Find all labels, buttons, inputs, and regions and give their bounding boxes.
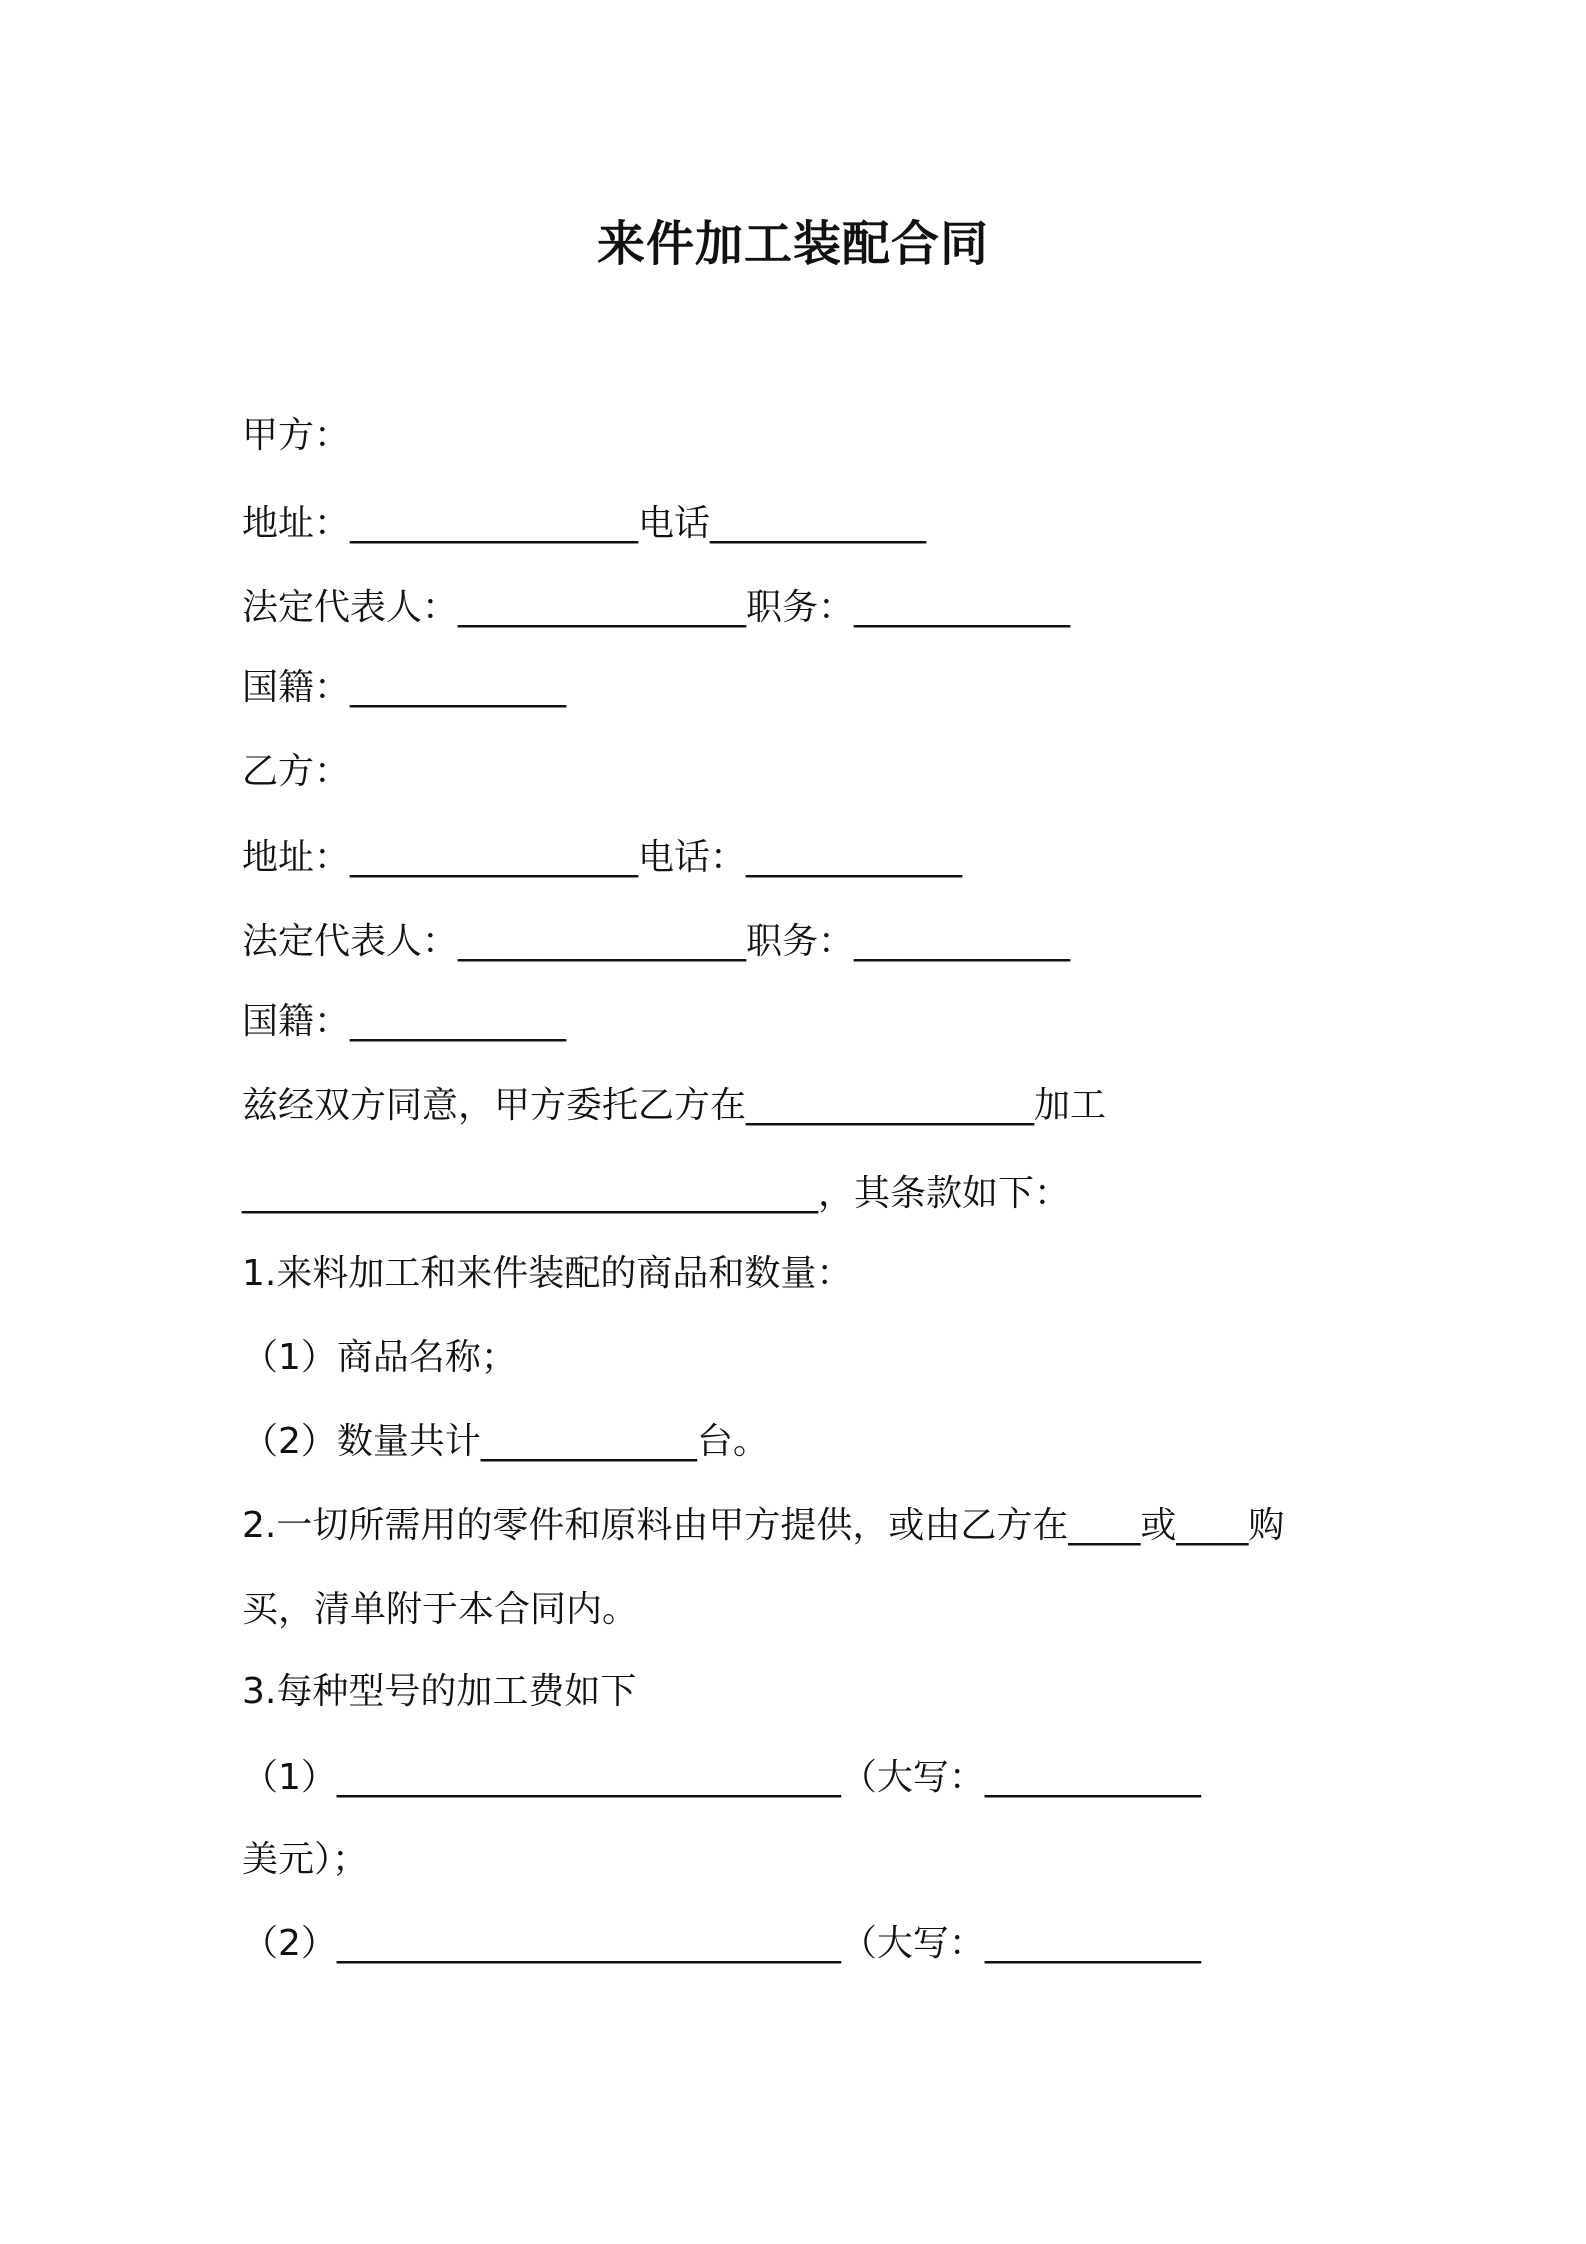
party-a-nationality: 国籍：____________ [242, 667, 567, 708]
agreement-intro-line-2: ________________________________，其条款如下： [242, 1173, 1071, 1214]
party-a-representative-position: 法定代表人：________________职务：____________ [242, 587, 1071, 628]
clause-3-item-1-currency: 美元）； [242, 1839, 369, 1880]
clause-3-heading: 3.每种型号的加工费如下 [242, 1671, 637, 1712]
party-b-address-phone: 地址：________________电话：____________ [242, 837, 963, 878]
agreement-intro-line-1: 兹经双方同意，甲方委托乙方在________________加工 [242, 1085, 1107, 1126]
clause-2-line-2: 买，清单附于本合同内。 [242, 1589, 639, 1630]
document-title: 来件加工装配合同 [596, 216, 989, 272]
party-a-address-phone: 地址：________________电话____________ [242, 503, 927, 544]
party-b-representative-position: 法定代表人：________________职务：____________ [242, 921, 1071, 962]
party-b-label: 乙方： [242, 751, 351, 792]
clause-1-item-2: （2）数量共计____________台。 [242, 1421, 769, 1462]
clause-2-line-1: 2.一切所需用的零件和原料由甲方提供，或由乙方在____或____购 [242, 1505, 1285, 1546]
clause-3-item-2: （2）____________________________（大写：____________ [242, 1923, 1201, 1964]
party-b-nationality: 国籍：____________ [242, 1001, 567, 1042]
clause-1-heading: 1.来料加工和来件装配的商品和数量： [242, 1253, 853, 1294]
clause-1-item-1: （1）商品名称； [242, 1337, 517, 1378]
party-a-label: 甲方： [242, 415, 351, 456]
clause-3-item-1: （1）____________________________（大写：____________ [242, 1757, 1201, 1798]
